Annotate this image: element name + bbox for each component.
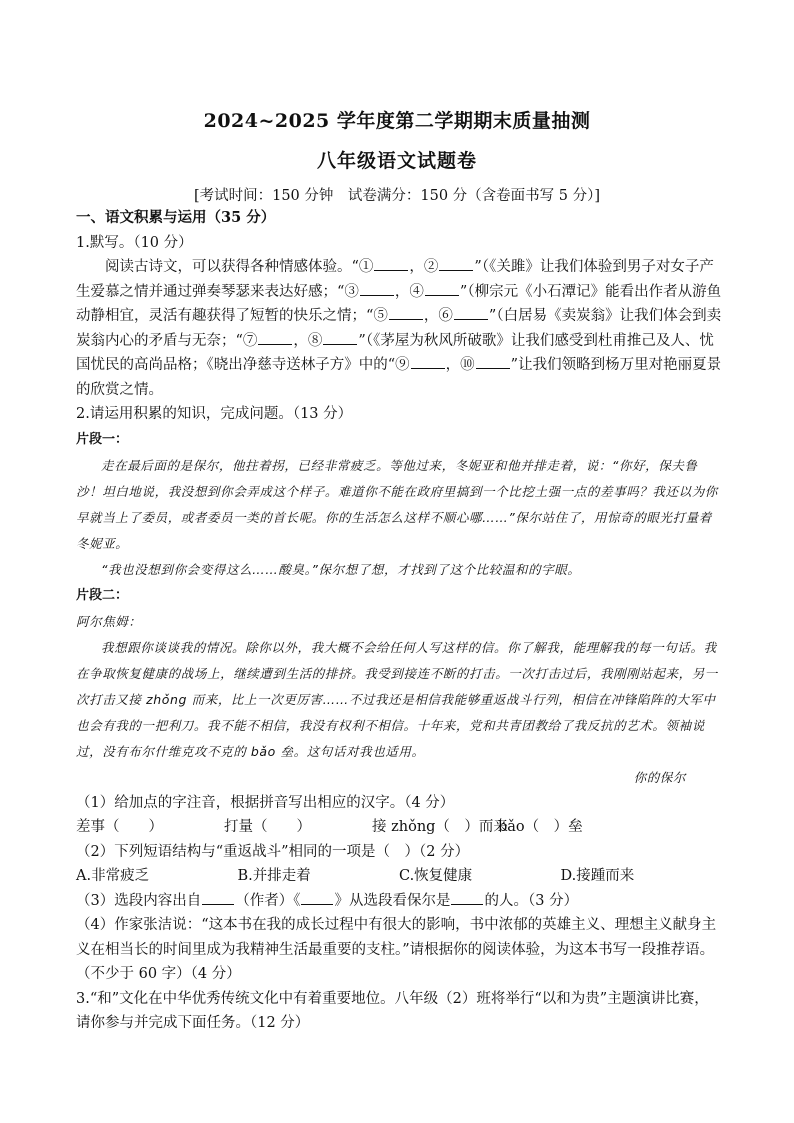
q1-text: ”（柳宗元《小石潭记》能看出作者从游鱼动静相宜，灵活有趣获得了短暂的快乐之情；“⑤ — [76, 283, 722, 324]
sub3-text: 》从选段看保尔是 — [334, 892, 451, 909]
sub3-text: （3）选段内容出自 — [76, 892, 202, 909]
pinyin-item: 接 zhǒng（ ）而来 — [372, 819, 508, 835]
subquestion-4: （4）作家张洁说：“这本书在我的成长过程中有很大的影响，书中浓郁的英雄主义、理想主义献身主义在相当长的时间里成为我精神生活最重要的支柱。”请根据你的阅读体验，为这本书写一段推荐语。（不少于 60 字）（4 分） — [76, 917, 717, 982]
answer-blank-5[interactable] — [389, 305, 423, 321]
pinyin-item: 打量（ ） — [224, 819, 311, 835]
answer-blank-1[interactable] — [374, 256, 408, 272]
q1-text: ，④ — [394, 283, 424, 300]
subquestion-2-options — [76, 864, 722, 889]
question-1-body — [76, 255, 722, 402]
question-2-stem: 2.请运用积累的知识，完成问题。（13 分） — [76, 406, 353, 422]
answer-blank-9[interactable] — [411, 354, 445, 370]
exam-info: [考试时间：150 分钟 试卷满分：150 分（含卷面书写 5 分）] — [193, 188, 601, 204]
question-1-stem: 1.默写。（10 分） — [76, 234, 193, 251]
excerpt-1-paragraph: 走在最后面的是保尔，他拄着拐，已经非常疲乏。等他过来，冬妮亚和他并排走着，说：“你好，保夫鲁沙！坦白地说，我没想到你会弄成这个样子。难道你不能在政府里搞到一个比挖土强一点的差事吗？我还以为你早就当上了委员，或者委员一类的首长呢。你的生活怎么这样不顺心哪……”保尔站住了，用惊奇的眼光打量着冬妮亚。 — [76, 457, 718, 551]
letter-signature: 你的保尔 — [633, 769, 686, 785]
q1-text: ，⑩ — [445, 357, 475, 373]
q1-text: ”（《茅屋为秋风所破歌》让我们感受到杜甫推己及人、忧国忧民的高尚品格；《晓出净慈寺送林子方》中的“⑨ — [76, 332, 714, 373]
q1-text: ，⑧ — [293, 332, 323, 349]
q1-text: ”（《关雎》让我们体验到男子对女子产生爱慕之情并通过弹奏琴瑟来表达好感；“③ — [76, 259, 714, 300]
answer-blank-7[interactable] — [258, 329, 292, 345]
answer-blank-4[interactable] — [425, 280, 459, 296]
answer-blank-2[interactable] — [439, 256, 473, 272]
pinyin-item: bǎo（ ）垒 — [498, 819, 583, 835]
subquestion-3 — [76, 889, 722, 914]
q1-text: ”（白居易《卖炭翁》让我们体会到卖炭翁内心的矛盾与无奈；“⑦ — [76, 308, 722, 349]
option-b[interactable]: B.并排走着 — [237, 868, 311, 884]
q1-text: ，② — [409, 259, 439, 275]
sub3-text: （作者）《 — [235, 892, 301, 909]
q1-text: ，⑥ — [423, 308, 453, 324]
exam-subtitle: 八年级语文试题卷 — [316, 150, 477, 172]
option-d[interactable]: D.接踵而来 — [560, 868, 635, 884]
character-blank[interactable] — [451, 889, 483, 905]
sub3-text: 的人。（3 分） — [484, 892, 579, 909]
excerpt-2-label: 片段二： — [76, 587, 129, 603]
letter-body: 我想跟你谈谈我的情况。除你以外，我大概不会给任何人写这样的信。你了解我，能理解我的每一句话。我在争取恢复健康的战场上，继续遭到生活的排挤。我受到接连不断的打击。一次打击过后，我刚刚站起来，另一次打击又接 zhǒng 而来，比上一次更厉害……不过我还是相信我能够重返战斗行列，相信在冲锋陷阵的大军中也会有我的一把利刀。我不能不相信，我没有权利不相信。十年来，党和共青团教给了我反抗的艺术。领袖说过，没有布尔什维克攻不克的 bǎo 垒。这句话对我也适用。 — [76, 639, 718, 759]
question-3-stem: 3.“和”文化在中华优秀传统文化中有着重要地位。八年级（2）班将举行“以和为贵”主题演讲比赛，请你参与并完成下面任务。（12 分） — [76, 990, 709, 1031]
subquestion-2: （2）下列短语结构与“重返战斗”相同的一项是（ ）（2 分） — [76, 843, 470, 860]
option-c[interactable]: C.恢复健康 — [399, 868, 473, 884]
answer-blank-10[interactable] — [476, 354, 510, 370]
excerpt-1-label: 片段一： — [76, 431, 129, 447]
answer-blank-6[interactable] — [454, 305, 488, 321]
excerpt-1-paragraph: “我也没想到你会变得这么……酸臭。”保尔想了想，才找到了这个比较温和的字眼。 — [101, 561, 581, 577]
subquestion-1-items — [76, 815, 722, 840]
pinyin-item: 差事（ ） — [76, 819, 163, 835]
letter-salutation: 阿尔焦姆： — [76, 613, 142, 629]
answer-blank-3[interactable] — [360, 280, 394, 296]
exam-title: 2024~2025 学年度第二学期期末质量抽测 — [203, 110, 591, 132]
subquestion-1: （1）给加点的字注音，根据拼音写出相应的汉字。（4 分） — [76, 794, 455, 811]
section-heading: 一、语文积累与运用（35 分） — [76, 209, 276, 226]
book-title-blank[interactable] — [301, 889, 333, 905]
q1-text: 阅读古诗文，可以获得各种情感体验。“① — [105, 259, 374, 275]
author-blank[interactable] — [202, 889, 234, 905]
exam-content — [76, 206, 722, 1036]
answer-blank-8[interactable] — [323, 329, 357, 345]
q1-text: ”让我们领略到杨万里对艳丽夏景的欣赏之情。 — [76, 357, 722, 398]
option-a[interactable]: A.非常疲乏 — [76, 868, 150, 884]
